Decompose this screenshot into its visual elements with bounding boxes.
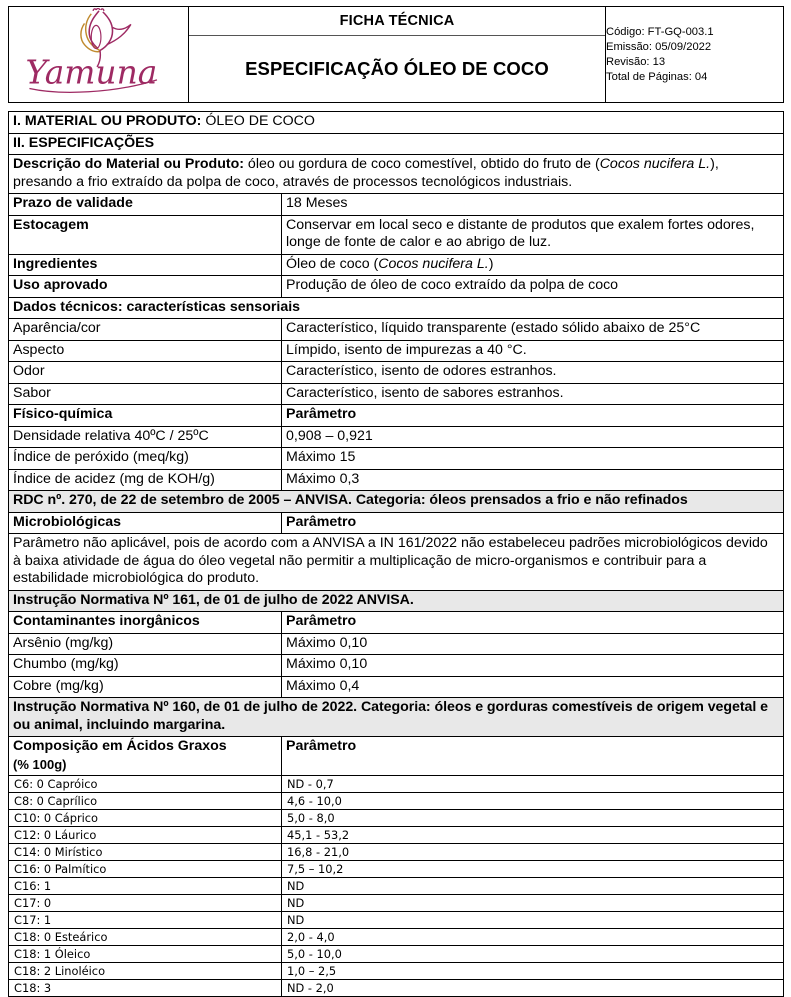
row-value-c18-0: 2,0 - 4,0 xyxy=(282,929,784,946)
table-row-material xyxy=(9,112,784,134)
material-row xyxy=(9,112,784,134)
page-title: ESPECIFICAÇÃO ÓLEO DE COCO xyxy=(245,57,549,79)
fisico-quimica-parametro: Parâmetro xyxy=(282,405,784,427)
dados-tecnicos-label: Dados técnicos: características sensoriais xyxy=(9,297,784,319)
meta-emissao: Emissão: 05/09/2022 xyxy=(606,40,712,53)
row-label-estocagem: Estocagem xyxy=(9,215,282,254)
row-value-estocagem: Conservar em local seco e distante de produtos que exalem fortes odores, longe de fonte de calor e ao abrigo de luz. xyxy=(282,215,784,254)
row-value-chumbo: Máximo 0,10 xyxy=(282,655,784,677)
table-row-note xyxy=(9,491,784,513)
row-value-c18-3: ND - 2,0 xyxy=(282,980,784,997)
table-row-descricao xyxy=(9,155,784,194)
table-row xyxy=(9,776,784,793)
table-row xyxy=(9,676,784,698)
row-value-c18-2: 1,0 – 2,5 xyxy=(282,963,784,980)
microbiologicas-parametro: Parâmetro xyxy=(282,512,784,534)
table-row xyxy=(9,655,784,677)
table-row-note xyxy=(9,590,784,612)
note-rdc-270: RDC nº. 270, de 22 de setembro de 2005 – ANVISA. Categoria: óleos prensados a frio e não refinados xyxy=(9,491,784,513)
row-value-sabor: Característico, isento de sabores estranhos. xyxy=(282,383,784,405)
table-row xyxy=(9,827,784,844)
row-label-c16-0: C16: 0 Palmítico xyxy=(9,861,282,878)
table-row xyxy=(9,793,784,810)
descricao-text-a: óleo ou gordura de coco comestível, obtido do fruto de ( xyxy=(243,156,600,172)
table-header-fisico-quimica xyxy=(9,405,784,427)
row-label-c18-2: C18: 2 Linoléico xyxy=(9,963,282,980)
row-label-aparencia: Aparência/cor xyxy=(9,319,282,341)
table-row xyxy=(9,912,784,929)
row-value-aparencia: Característico, líquido transparente (estado sólido abaixo de 25°C xyxy=(282,319,784,341)
fisico-quimica-label: Físico-química xyxy=(9,405,282,427)
table-row xyxy=(9,383,784,405)
row-label-cobre: Cobre (mg/kg) xyxy=(9,676,282,698)
specification-table xyxy=(8,111,784,997)
yamuna-logo xyxy=(9,8,188,102)
material-label: I. MATERIAL OU PRODUTO: xyxy=(13,113,202,129)
note-in-160: Instrução Normativa Nº 160, de 01 de julho de 2022. Categoria: óleos e gorduras comestíveis de origem vegetal e ou animal, incluindo margarina. xyxy=(9,698,784,737)
row-label-c12: C12: 0 Láurico xyxy=(9,827,282,844)
ingredientes-text-a: Óleo de coco ( xyxy=(286,255,379,272)
row-value-c14: 16,8 - 21,0 xyxy=(282,844,784,861)
row-label-sabor: Sabor xyxy=(9,383,282,405)
row-label-acidez: Índice de acidez (mg de KOH/g) xyxy=(9,469,282,491)
table-row xyxy=(9,276,784,298)
row-value-c12: 45,1 - 53,2 xyxy=(282,827,784,844)
row-label-c14: C14: 0 Mirístico xyxy=(9,844,282,861)
document-header xyxy=(8,6,784,103)
table-row xyxy=(9,340,784,362)
acidos-graxos-label-line1: Composição em Ácidos Graxos xyxy=(13,738,227,754)
acidos-graxos-label-line2: (% 100g) xyxy=(13,756,67,772)
microbiologicas-label: Microbiológicas xyxy=(9,512,282,534)
row-value-c16-1: ND xyxy=(282,878,784,895)
table-row xyxy=(9,844,784,861)
row-value-ingredientes xyxy=(282,254,784,276)
especificacoes-label: II. ESPECIFICAÇÕES xyxy=(9,133,784,155)
table-row-especificacoes xyxy=(9,133,784,155)
row-label-c18-3: C18: 3 xyxy=(9,980,282,997)
descricao-binomial: Cocos nucifera L. xyxy=(599,156,711,172)
table-header-acidos-graxos xyxy=(9,737,784,776)
logo-cell xyxy=(9,7,189,103)
row-label-odor: Odor xyxy=(9,362,282,384)
row-label-chumbo: Chumbo (mg/kg) xyxy=(9,655,282,677)
note-in-161: Instrução Normativa Nº 161, de 01 de julho de 2022 ANVISA. xyxy=(9,590,784,612)
table-row xyxy=(9,215,784,254)
row-value-c18-1: 5,0 - 10,0 xyxy=(282,946,784,963)
row-value-aspecto: Límpido, isento de impurezas a 40 °C. xyxy=(282,340,784,362)
yamuna-wordmark xyxy=(19,47,179,101)
table-header-contaminantes xyxy=(9,612,784,634)
table-row xyxy=(9,963,784,980)
row-label-c10: C10: 0 Cáprico xyxy=(9,810,282,827)
row-value-c17-0: ND xyxy=(282,895,784,912)
row-value-acidez: Máximo 0,3 xyxy=(282,469,784,491)
table-row xyxy=(9,895,784,912)
table-row xyxy=(9,878,784,895)
contaminantes-label: Contaminantes inorgânicos xyxy=(9,612,282,634)
row-value-c6: ND - 0,7 xyxy=(282,776,784,793)
acidos-graxos-parametro: Parâmetro xyxy=(282,737,784,776)
ingredientes-binomial: Cocos nucifera L. xyxy=(378,255,489,272)
meta-codigo: Código: FT-GQ-003.1 xyxy=(606,25,714,38)
row-value-c8: 4,6 - 10,0 xyxy=(282,793,784,810)
row-value-cobre: Máximo 0,4 xyxy=(282,676,784,698)
table-row-microbiologicas-body xyxy=(9,534,784,591)
table-row xyxy=(9,254,784,276)
row-label-uso: Uso aprovado xyxy=(9,276,282,298)
row-value-c10: 5,0 - 8,0 xyxy=(282,810,784,827)
row-value-c17-1: ND xyxy=(282,912,784,929)
table-row xyxy=(9,861,784,878)
row-value-arsenio: Máximo 0,10 xyxy=(282,633,784,655)
table-row xyxy=(9,810,784,827)
table-header-microbiologicas xyxy=(9,512,784,534)
row-value-uso: Produção de óleo de coco extraído da polpa de coco xyxy=(282,276,784,298)
row-label-prazo: Prazo de validade xyxy=(9,194,282,216)
descricao-text-b: ), presando a frio extraído da polpa de coco, através de processos tecnológicos industriais. xyxy=(13,156,719,190)
document-metadata xyxy=(606,7,784,103)
row-label-c16-1: C16: 1 xyxy=(9,878,282,895)
contaminantes-parametro: Parâmetro xyxy=(282,612,784,634)
row-value-densidade: 0,908 – 0,921 xyxy=(282,426,784,448)
table-row xyxy=(9,633,784,655)
table-row xyxy=(9,469,784,491)
row-label-c18-0: C18: 0 Esteárico xyxy=(9,929,282,946)
row-label-densidade: Densidade relativa 40ºC / 25ºC xyxy=(9,426,282,448)
table-row-note xyxy=(9,698,784,737)
table-row xyxy=(9,319,784,341)
row-label-arsenio: Arsênio (mg/kg) xyxy=(9,633,282,655)
meta-total-paginas: Total de Páginas: 04 xyxy=(606,70,708,83)
table-row xyxy=(9,448,784,470)
descricao-cell xyxy=(9,155,784,194)
row-label-ingredientes: Ingredientes xyxy=(9,254,282,276)
title-cell xyxy=(189,7,606,103)
table-row xyxy=(9,929,784,946)
acidos-graxos-label xyxy=(9,737,282,776)
row-label-peroxido: Índice de peróxido (meq/kg) xyxy=(9,448,282,470)
row-label-c8: C8: 0 Caprílico xyxy=(9,793,282,810)
table-row xyxy=(9,946,784,963)
row-label-c18-1: C18: 1 Óleico xyxy=(9,946,282,963)
table-row xyxy=(9,426,784,448)
row-value-peroxido: Máximo 15 xyxy=(282,448,784,470)
row-value-c16-0: 7,5 – 10,2 xyxy=(282,861,784,878)
ingredientes-text-b: ) xyxy=(488,255,494,272)
header-subtitle: FICHA TÉCNICA xyxy=(189,8,605,36)
row-value-prazo: 18 Meses xyxy=(282,194,784,216)
row-label-c6: C6: 0 Capróico xyxy=(9,776,282,793)
row-label-c17-1: C17: 1 xyxy=(9,912,282,929)
material-value: ÓLEO DE COCO xyxy=(201,113,315,129)
descricao-label: Descrição do Material ou Produto: xyxy=(13,156,244,172)
row-value-odor: Característico, isento de odores estranhos. xyxy=(282,362,784,384)
table-row xyxy=(9,362,784,384)
table-row xyxy=(9,194,784,216)
meta-revisao: Revisão: 13 xyxy=(606,55,666,68)
row-label-c17-0: C17: 0 xyxy=(9,895,282,912)
table-row xyxy=(9,980,784,997)
row-label-aspecto: Aspecto xyxy=(9,340,282,362)
microbiologicas-body: Parâmetro não aplicável, pois de acordo com a ANVISA a IN 161/2022 não estabeleceu padrões microbiológicos devido à baixa atividade de água do óleo vegetal não permitir a multiplicação de micro-organismos e contribuir para a estabilidade microbiológica do produto. xyxy=(9,534,784,591)
wordmark-text: Yamuna xyxy=(25,54,157,93)
table-row-dados-tecnicos xyxy=(9,297,784,319)
